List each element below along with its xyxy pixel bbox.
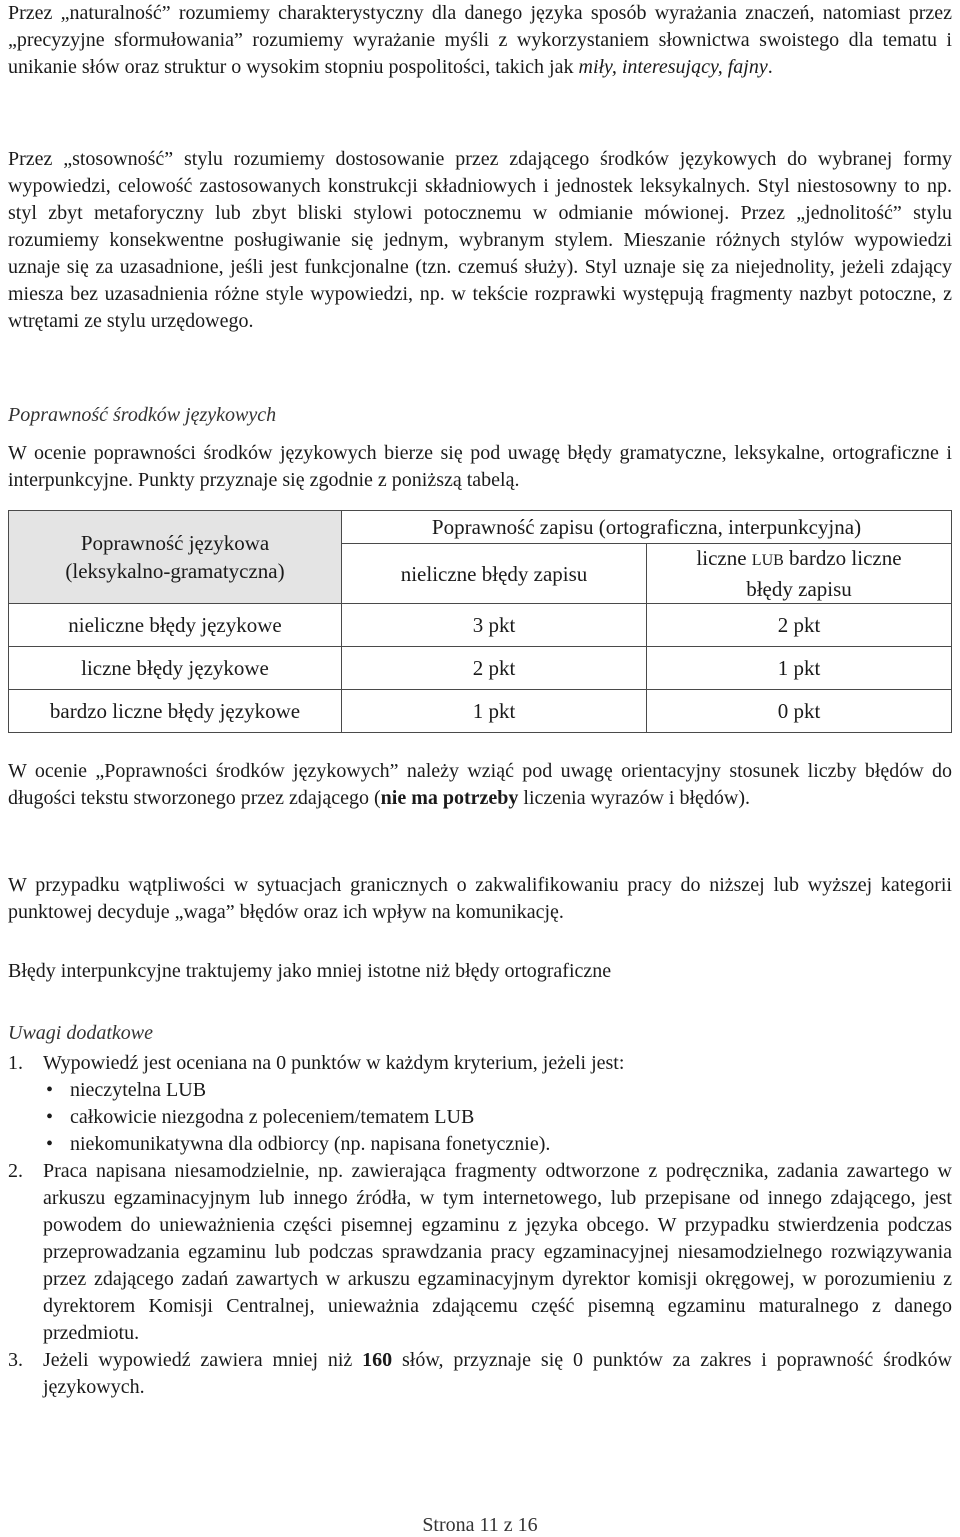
paragraph-punctuation-errors: Błędy interpunkcyjne traktujemy jako mniej istotne niż błędy ortograficzne (8, 960, 612, 982)
table-row (9, 690, 952, 733)
paragraph-error-ratio: W ocenie „Poprawności środków językowych” należy wziąć pod uwagę orientacyjny stosunek liczby błędów do długości tekstu stworzonego przez zdającego (nie ma potrzeby liczenia wyrazów i błędów). (8, 760, 952, 809)
table-header-row (9, 511, 952, 544)
row-label: liczne błędy językowe (9, 647, 342, 690)
note-item: 3. Jeżeli wypowiedź zawiera mniej niż 160 słów, przyznaje się 0 punktów za zakres i poprawność środków językowych. (8, 1349, 952, 1398)
column-header-few-errors: nieliczne błędy zapisu (342, 544, 647, 604)
paragraph-correctness-intro: W ocenie poprawności środków językowych bierze się pod uwagę błędy gramatyczne, leksykalne, ortograficzne i interpunkcyjne. Punkty przyznaje się zgodnie z poniższą tabelą. (8, 442, 952, 491)
table-row (9, 604, 952, 647)
score-cell: 0 pkt (647, 690, 952, 733)
page-number: Strona 11 z 16 (422, 1514, 538, 1536)
paragraph-borderline-cases: W przypadku wątpliwości w sytuacjach granicznych o zakwalifikowaniu pracy do niższej lub wyższej kategorii punktowej decyduje „waga” błędów oraz ich wpływ na komunikację. (8, 874, 952, 923)
column-group-header: Poprawność zapisu (ortograficzna, interpunkcyjna) (342, 511, 952, 544)
bullet-item: • niekomunikatywna dla odbiorcy (np. napisana fonetycznie). (43, 1131, 952, 1158)
examples-italic: miły, interesujący, fajny (578, 56, 768, 78)
column-header-many-errors: liczne LUB bardzo liczne błędy zapisu (647, 544, 952, 604)
note-item: 1. Wypowiedź jest oceniana na 0 punktów w każdym kryterium, jeżeli jest: • nieczytelna LUB • całkowicie niezgodna z poleceniem/tematem LUB • niekomunikatywna dla odbiorcy (np. napisana fonetycznie). (8, 1050, 952, 1158)
table-row (9, 647, 952, 690)
score-cell: 2 pkt (342, 647, 647, 690)
note-item: 2. Praca napisana niesamodzielnie, np. zawierająca fragmenty odtworzone z podręcznika, zadania zawartego w arkuszu egzaminacyjnym lub innego źródła, w tym internetowego, lub przepisane od innego zdającego, jest powodem do unieważnienia części pisemnej egzaminu z języka obcego. W przypadku stwierdzenia podczas przeprowadzania egzaminu lub podczas sprawdzania pracy egzaminacyjnej niesamodzielnego rozwiązywania przez zdającego zadań zawartych w arkuszu egzaminacyjnym dyrektor komisji okręgowej, w porozumieniu z dyrektorem Komisji Centralnej, unieważnia zdającemu część pisemną egzaminu maturalnego z danego przedmiotu. (8, 1160, 952, 1344)
scoring-table (8, 510, 952, 733)
score-cell: 1 pkt (647, 647, 952, 690)
heading-additional-notes: Uwagi dodatkowe (8, 1022, 153, 1044)
paragraph-style: Przez „stosowność” stylu rozumiemy dostosowanie przez zdającego środków językowych do wybranej formy wypowiedzi, celowość zastosowanych konstrukcji składniowych i jednostek leksykalnych. Styl niestosowny to np. styl zbyt metaforyczny lub zbyt bliski stylowi potocznemu w odmianie mówionej. Przez „jednolitość” stylu rozumiemy konsekwentne posługiwanie się jednym, wybranym stylem. Mieszanie różnych stylów wypowiedzi uznaje się za uzasadnione, jeśli jest funkcjonalne (tzn. czemuś służy). Styl uznaje się za niejednolity, jeżeli zdający miesza bez uzasadnienia różne style wypowiedzi, np. w tekście rozprawki występują fragmenty nazbyt potoczne, z wtrętami ze stylu urzędowego. (8, 148, 952, 332)
bullet-item: • nieczytelna LUB (43, 1077, 952, 1104)
paragraph-naturalness: Przez „naturalność” rozumiemy charakterystyczny dla danego języka sposób wyrażania znaczeń, natomiast przez „precyzyjne sformułowania” rozumiemy wyrażanie myśli z wykorzystaniem słownictwa swoistego dla tematu i unikanie słów oraz struktur o wysokim stopniu pospolitości, takich jak miły, interesujący, fajny. (8, 2, 952, 78)
row-label: nieliczne błędy językowe (9, 604, 342, 647)
score-cell: 2 pkt (647, 604, 952, 647)
row-header-cell: Poprawność językowa (leksykalno-gramatyczna) (9, 511, 342, 604)
heading-language-correctness: Poprawność środków językowych (8, 404, 277, 426)
bullet-list (43, 1077, 952, 1158)
bullet-item: • całkowicie niezgodna z poleceniem/tematem LUB (43, 1104, 952, 1131)
score-cell: 1 pkt (342, 690, 647, 733)
notes-list (8, 1050, 952, 1401)
score-cell: 3 pkt (342, 604, 647, 647)
row-label: bardzo liczne błędy językowe (9, 690, 342, 733)
